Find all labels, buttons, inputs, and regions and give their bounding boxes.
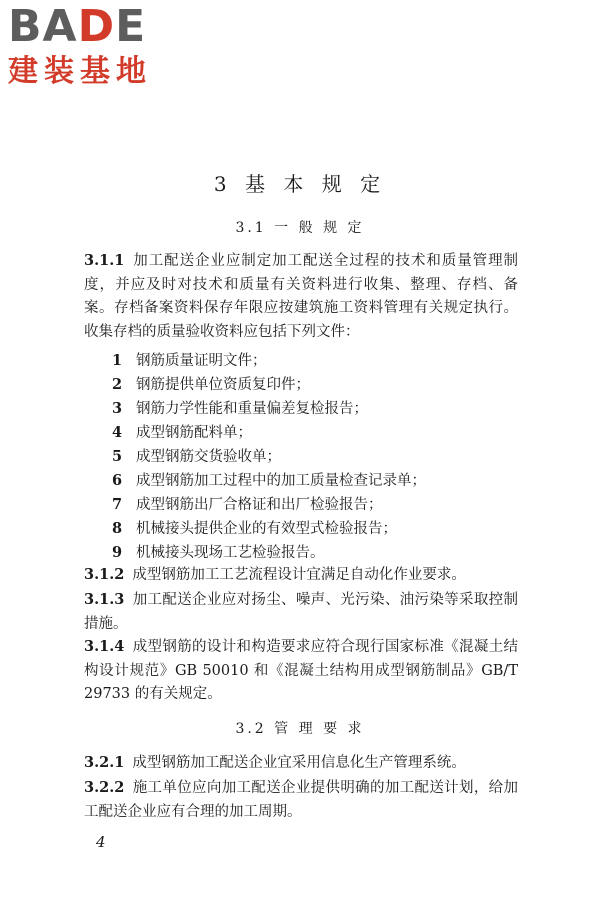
clause-number: 3.1.3: [84, 591, 125, 608]
clause-3-1-1: [84, 249, 518, 344]
list-item: 6 成型钢筋加工过程中的加工质量检查记录单；: [112, 472, 426, 489]
clause-text: 成型钢筋的设计和构造要求应符合现行国家标准《混凝土结构设计规范》GB 50010 和《混凝土结构用成型钢筋制品》GB/T 29733 的有关规定。: [84, 639, 518, 702]
clause-text: 加工配送企业应对扬尘、噪声、光污染、油污染等采取控制措施。: [84, 592, 518, 632]
clause-number: 3.1.4: [84, 638, 125, 655]
list-item: 5 成型钢筋交货验收单；: [112, 448, 281, 465]
list-item: 1 钢筋质量证明文件；: [112, 352, 267, 369]
logo-wordmark: BADE: [8, 1, 147, 52]
clause-text: 施工单位应向加工配送企业提供明确的加工配送计划，给加工配送企业应有合理的加工周期。: [84, 780, 518, 820]
clause-3-1-2: [84, 563, 518, 588]
list-item: 4 成型钢筋配料单；: [112, 424, 252, 441]
clause-3-2-1: [84, 751, 518, 776]
list-item: 2 钢筋提供单位资质复印件；: [112, 376, 310, 393]
page-number: 4: [96, 833, 106, 851]
document-list: [112, 349, 532, 565]
logo-subtitle: 建装基地: [8, 54, 152, 89]
list-item: 9 机械接头现场工艺检验报告。: [112, 544, 325, 561]
clause-3-1-4: [84, 635, 518, 707]
clause-text: 成型钢筋加工工艺流程设计宜满足自动化作业要求。: [132, 567, 466, 583]
clause-number: 3.2.1: [84, 754, 125, 771]
chapter-title: 3 基 本 规 定: [213, 172, 387, 196]
clause-3-1-3: [84, 588, 518, 636]
section-title-3-2: 3.2 管 理 要 求: [235, 721, 365, 737]
brand-logo: [8, 1, 178, 90]
clause-text: 加工配送企业应制定加工配送全过程的技术和质量管理制度，并应及时对技术和质量有关资料进行收集、整理、存档、备案。存档备案资料保存年限应按建筑施工资料管理有关规定执行。收集存档的质量验收资料应包括下列文件：: [84, 253, 518, 340]
clause-number: 3.2.2: [84, 779, 125, 796]
clause-number: 3.1.1: [84, 252, 125, 269]
list-item: 3 钢筋力学性能和重量偏差复检报告；: [112, 400, 368, 417]
list-item: 7 成型钢筋出厂合格证和出厂检验报告；: [112, 496, 383, 513]
clause-text: 成型钢筋加工配送企业宜采用信息化生产管理系统。: [132, 755, 466, 771]
section-title-3-1: 3.1 一 般 规 定: [235, 220, 365, 236]
clause-3-2-2: [84, 776, 518, 824]
clause-number: 3.1.2: [84, 566, 125, 583]
list-item: 8 机械接头提供企业的有效型式检验报告；: [112, 520, 397, 537]
